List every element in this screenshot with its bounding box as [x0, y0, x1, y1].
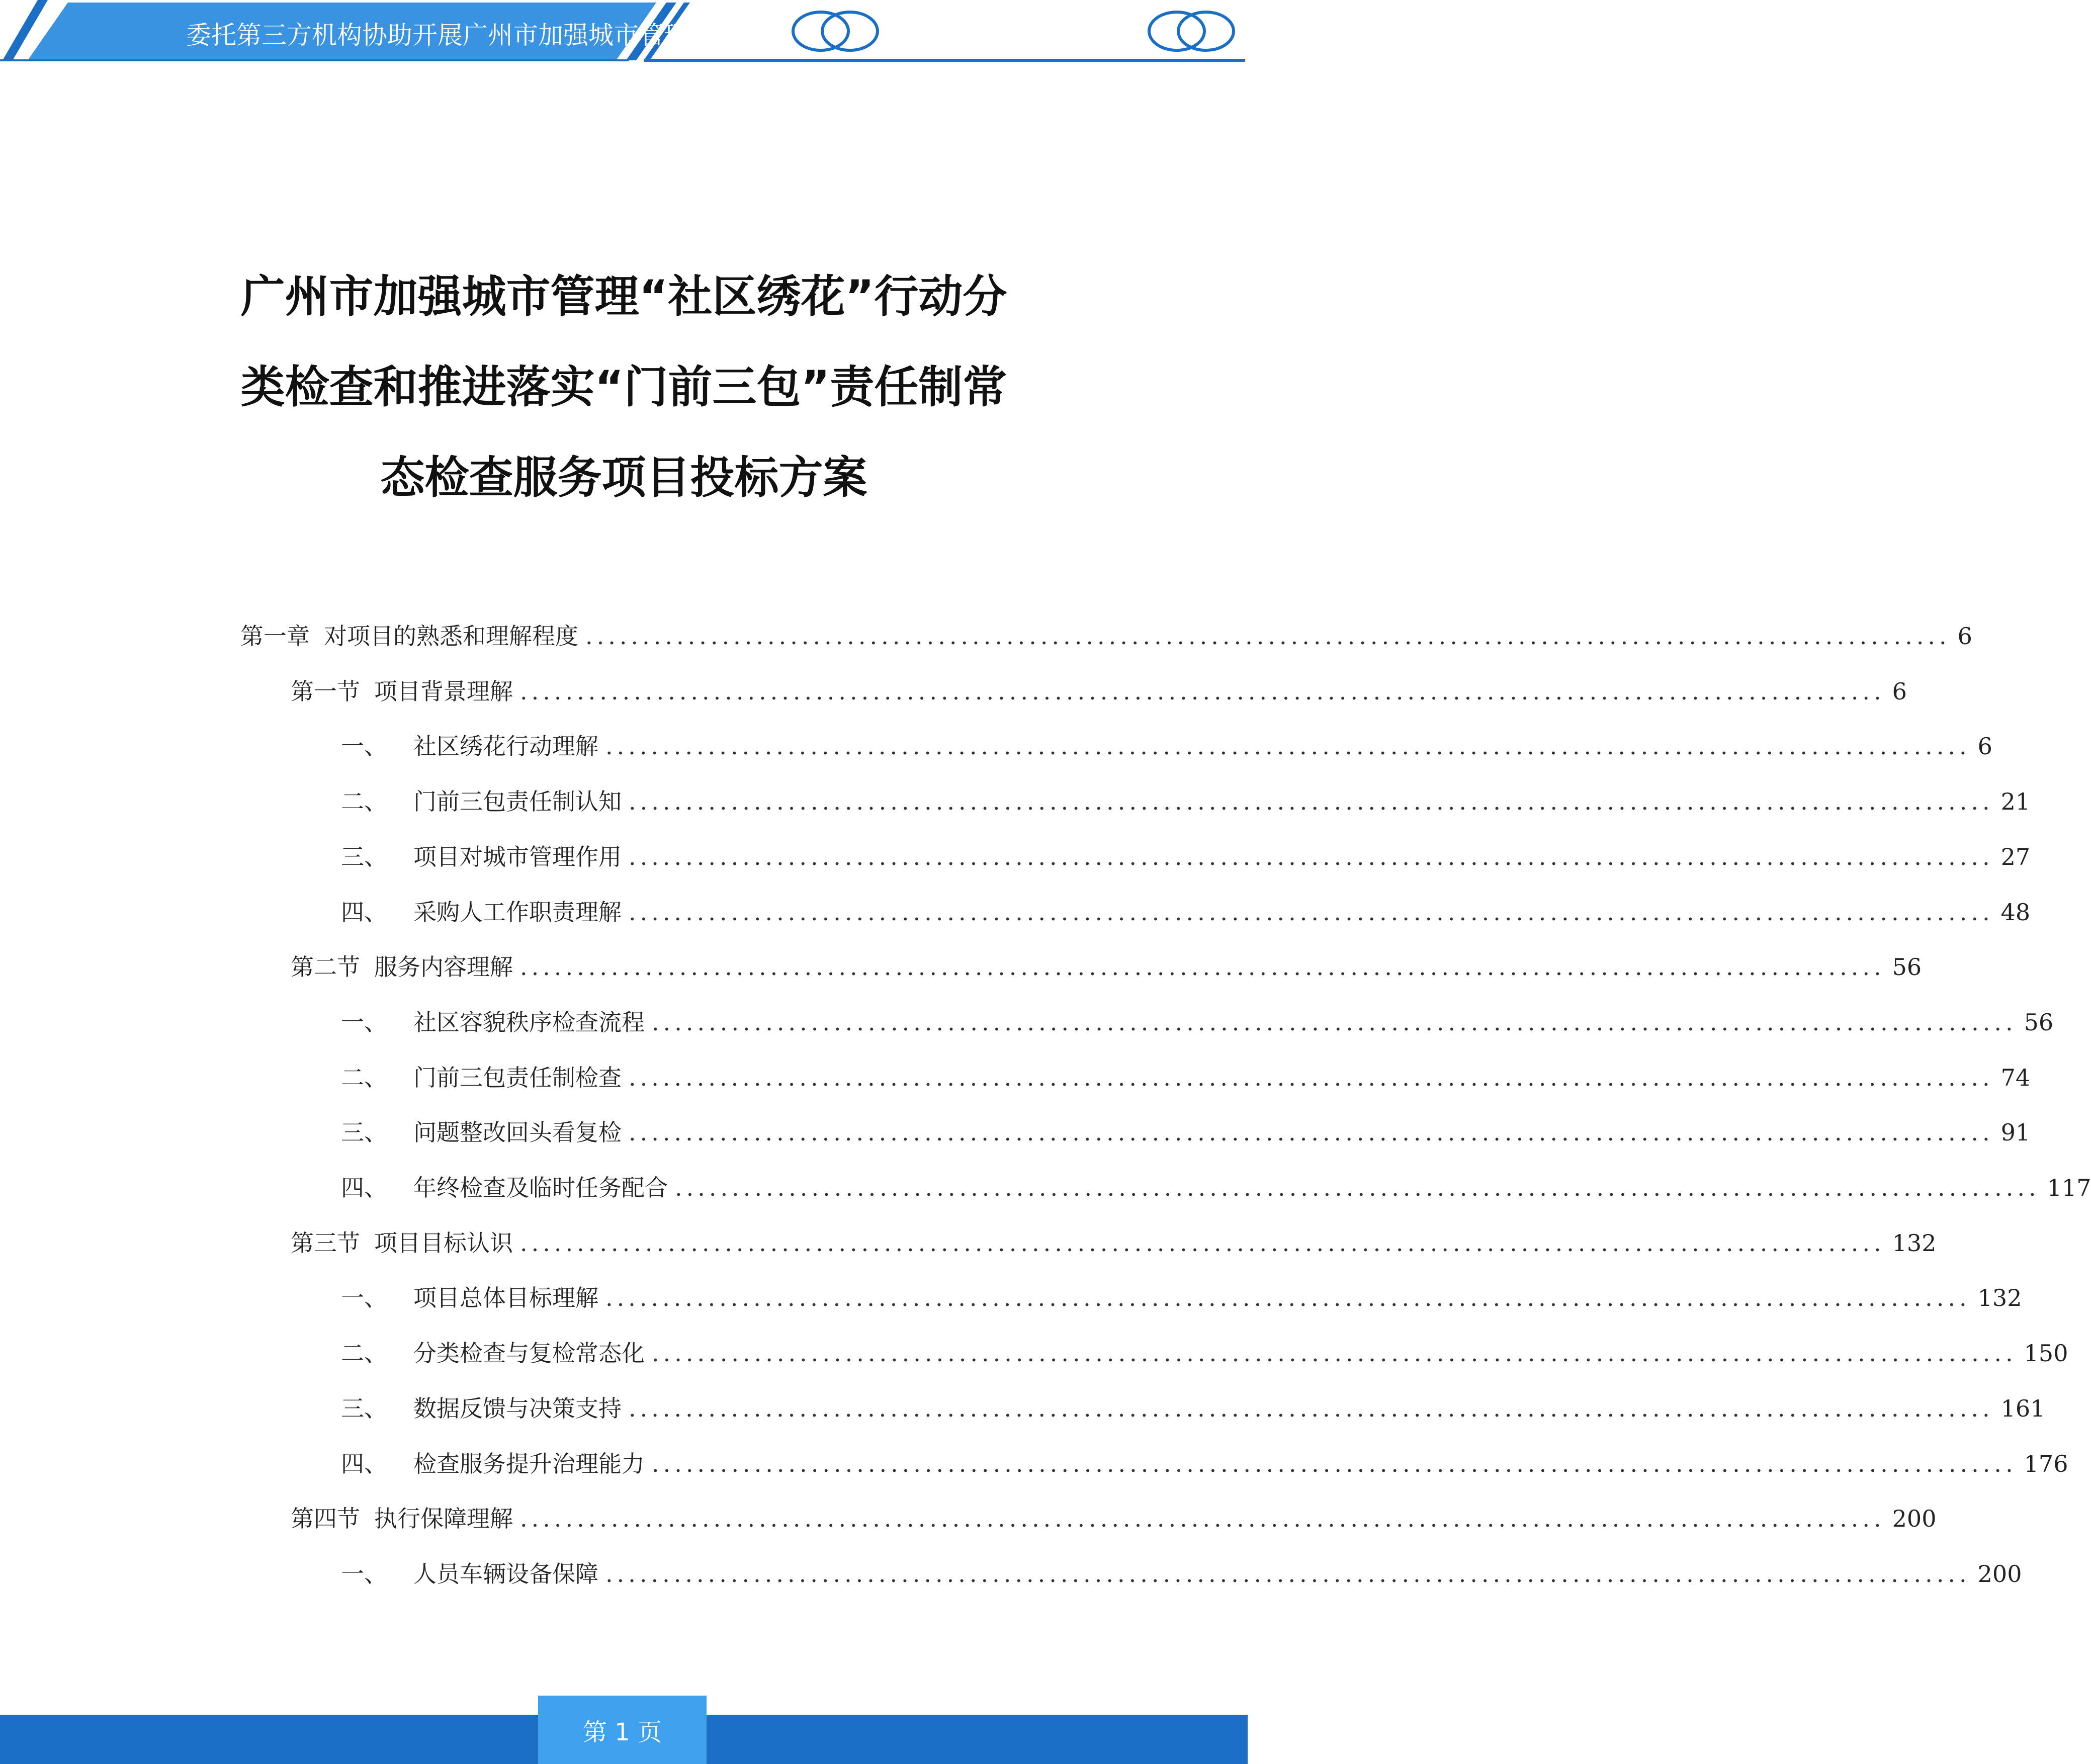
toc-leader-dots: ........................................................................................................................ [629, 898, 1994, 926]
toc-entry-page: 161 [2000, 1394, 2045, 1422]
toc-entry-label: 执行保障理解 [374, 1505, 513, 1533]
page-header [0, 0, 1248, 65]
toc-leader-dots: ........................................................................................................................ [605, 1560, 1971, 1587]
toc-entry[interactable] [291, 949, 1922, 985]
toc-leader-dots: ........................................................................................................................ [675, 1174, 2040, 1201]
toc-entry-page: 27 [2000, 843, 2031, 870]
toc-leader-dots: ........................................................................................................................ [652, 1340, 2017, 1367]
toc-entry-number: 二、 [341, 788, 387, 816]
toc-entry[interactable] [291, 674, 1907, 709]
title-line-2: 类检查和推进落实“门前三包”责任制常 [240, 361, 1007, 413]
toc-entry[interactable] [341, 784, 2031, 819]
toc-entry[interactable] [341, 1391, 2045, 1426]
toc-entry-number: 一、 [341, 1008, 387, 1036]
toc-entry-page: 200 [1892, 1505, 1937, 1533]
toc-entry-number: 第二节 [291, 953, 360, 981]
toc-entry[interactable] [341, 1280, 2022, 1315]
toc-leader-dots: ........................................................................................................................ [652, 1008, 2017, 1036]
toc-entry-number: 一、 [341, 733, 387, 760]
page-number: 第 1 页 [538, 1696, 707, 1764]
toc-entry-number: 第一节 [291, 677, 360, 705]
toc-entry-label: 服务内容理解 [374, 953, 513, 981]
toc-leader-dots: ........................................................................................................................ [520, 677, 1885, 705]
toc-entry-label: 采购人工作职责理解 [413, 898, 622, 926]
toc-leader-dots: ........................................................................................................................ [629, 1394, 1994, 1422]
toc-entry-label: 门前三包责任制检查 [413, 1064, 622, 1091]
title-line-1: 广州市加强城市管理“社区绣花”行动分 [240, 271, 1007, 322]
toc-entry[interactable] [341, 1556, 2022, 1592]
toc-leader-dots: ........................................................................................................................ [629, 843, 1994, 870]
toc-leader-dots: ........................................................................................................................ [605, 1284, 1971, 1312]
toc-entry-page: 6 [1957, 623, 1972, 650]
toc-entry-page: 48 [2000, 898, 2031, 926]
toc-entry-number: 三、 [341, 1119, 387, 1146]
toc-leader-dots: ........................................................................................................................ [605, 733, 1971, 760]
toc-leader-dots: ........................................................................................................................ [520, 1505, 1885, 1533]
toc-leader-dots: ........................................................................................................................ [652, 1450, 2017, 1477]
toc-entry[interactable] [341, 1446, 2068, 1481]
toc-entry[interactable] [341, 839, 2031, 874]
toc-leader-dots: ........................................................................................................................ [629, 788, 1994, 816]
toc-entry-page: 117 [2047, 1174, 2091, 1201]
toc-entry-label: 年终检查及临时任务配合 [413, 1174, 668, 1201]
toc-entry-label: 数据反馈与决策支持 [413, 1394, 622, 1422]
toc-entry-page: 132 [1977, 1284, 2022, 1312]
toc-entry[interactable] [240, 619, 1972, 654]
toc-entry-label: 人员车辆设备保障 [413, 1560, 598, 1587]
toc-entry-page: 6 [1977, 733, 1992, 760]
toc-entry-page: 150 [2024, 1340, 2068, 1367]
document-title [151, 251, 1097, 523]
toc-entry[interactable] [291, 1501, 1937, 1536]
toc-entry-label: 项目背景理解 [374, 677, 513, 705]
toc-entry[interactable] [341, 1060, 2031, 1095]
toc-entry[interactable] [341, 729, 1992, 764]
toc-entry-page: 91 [2000, 1119, 2031, 1146]
toc-entry[interactable] [341, 895, 2031, 930]
toc-leader-dots: ........................................................................................................................ [520, 1229, 1885, 1257]
toc-entry-page: 56 [1892, 953, 1922, 981]
toc-entry-label: 社区绣花行动理解 [413, 733, 598, 760]
toc-entry-label: 社区容貌秩序检查流程 [413, 1008, 645, 1036]
toc-entry-number: 四、 [341, 1450, 387, 1477]
toc-entry-page: 132 [1892, 1229, 1937, 1257]
toc-entry[interactable] [341, 1005, 2054, 1040]
title-line-3: 态检查服务项目投标方案 [380, 452, 867, 503]
toc-entry-label: 项目总体目标理解 [413, 1284, 598, 1312]
header-title-text: 委托第三方机构协助开展广州市加强城市管理 [186, 21, 689, 50]
toc-entry-label: 项目目标认识 [374, 1229, 513, 1257]
toc-entry-page: 6 [1892, 677, 1907, 705]
toc-entry-page: 74 [2000, 1064, 2031, 1091]
toc-entry-page: 21 [2000, 788, 2031, 816]
toc-entry-label: 门前三包责任制认知 [413, 788, 622, 816]
toc-entry-number: 一、 [341, 1284, 387, 1312]
toc-entry-number: 二、 [341, 1340, 387, 1367]
toc-entry[interactable] [291, 1225, 1937, 1261]
toc-entry-number: 第一章 [240, 623, 310, 650]
toc-leader-dots: ........................................................................................................................ [629, 1119, 1994, 1146]
toc-entry-number: 三、 [341, 843, 387, 870]
toc-entry-number: 四、 [341, 1174, 387, 1201]
toc-entry-page: 56 [2024, 1008, 2054, 1036]
toc-entry-label: 分类检查与复检常态化 [413, 1340, 645, 1367]
toc-leader-dots: ........................................................................................................................ [629, 1064, 1994, 1091]
toc-entry[interactable] [341, 1336, 2068, 1371]
toc-entry-page: 200 [1977, 1560, 2022, 1587]
toc-entry[interactable] [341, 1115, 2031, 1150]
toc-entry-label: 对项目的熟悉和理解程度 [324, 623, 578, 650]
toc-leader-dots: ........................................................................................................................ [520, 953, 1885, 981]
toc-entry-number: 一、 [341, 1560, 387, 1587]
toc-entry-label: 检查服务提升治理能力 [413, 1450, 645, 1477]
header-logo-rings-right [1149, 12, 1234, 50]
toc-entry-number: 第三节 [291, 1229, 360, 1257]
toc-entry[interactable] [341, 1170, 2091, 1205]
toc-entry-label: 项目对城市管理作用 [413, 843, 622, 870]
toc-entry-page: 176 [2024, 1450, 2068, 1477]
toc-entry-number: 三、 [341, 1394, 387, 1422]
toc-entry-number: 四、 [341, 898, 387, 926]
toc-entry-label: 问题整改回头看复检 [413, 1119, 622, 1146]
toc-entry-number: 二、 [341, 1064, 387, 1091]
toc-entry-number: 第四节 [291, 1505, 360, 1533]
toc-leader-dots: ........................................................................................................................ [585, 623, 1951, 650]
